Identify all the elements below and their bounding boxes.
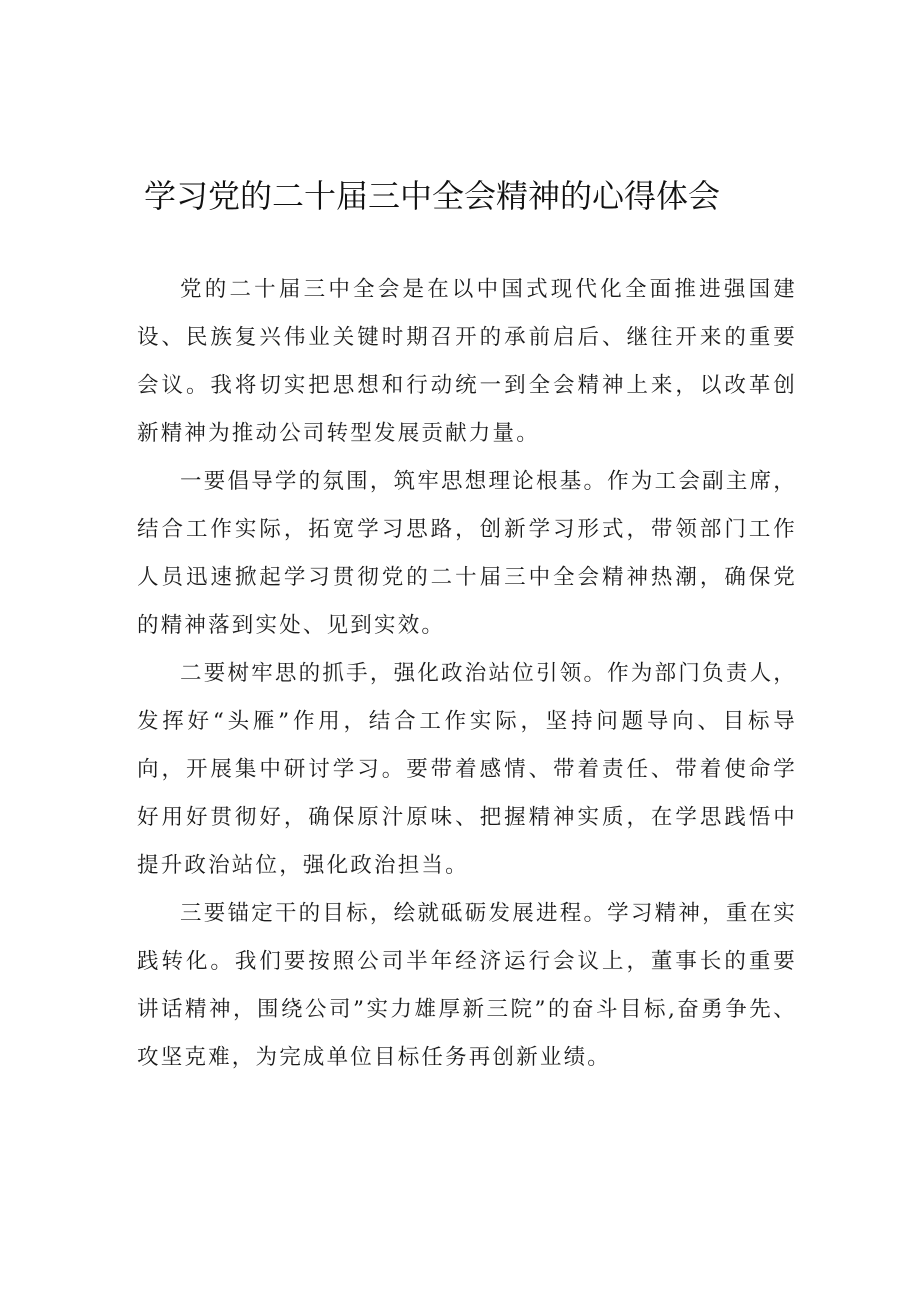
- paragraph-point-two: 二要树牢思的抓手，强化政治站位引领。作为部门负责人，发挥好“头雁”作用，结合工作实际，坚持问题导向、目标导向，开展集中研讨学习。要带着感情、带着责任、带着使命学好用好贯彻好，确保原汁原味、把握精神实质，在学思践悟中提升政治站位，强化政治担当。: [137, 661, 797, 878]
- document-body: [137, 266, 797, 1082]
- paragraph-point-one: 一要倡导学的氛围，筑牢思想理论根基。作为工会副主席，结合工作实际，拓宽学习思路，创新学习形式，带领部门工作人员迅速掀起学习贯彻党的二十届三中全会精神热潮，确保党的精神落到实处、见到实效。: [137, 469, 797, 638]
- paragraph-intro: 党的二十届三中全会是在以中国式现代化全面推进强国建设、民族复兴伟业关键时期召开的承前启后、继往开来的重要会议。我将切实把思想和行动统一到全会精神上来，以改革创新精神为推动公司转型发展贡献力量。: [137, 277, 797, 446]
- document-title: 学习党的二十届三中全会精神的心得体会: [144, 177, 721, 215]
- paragraph-point-three: 三要锚定干的目标，绘就砥砺发展进程。学习精神，重在实践转化。我们要按照公司半年经济运行会议上，董事长的重要讲话精神，围绕公司”实力雄厚新三院”的奋斗目标,奋勇争先、攻坚克难，为完成单位目标任务再创新业绩。: [137, 901, 797, 1070]
